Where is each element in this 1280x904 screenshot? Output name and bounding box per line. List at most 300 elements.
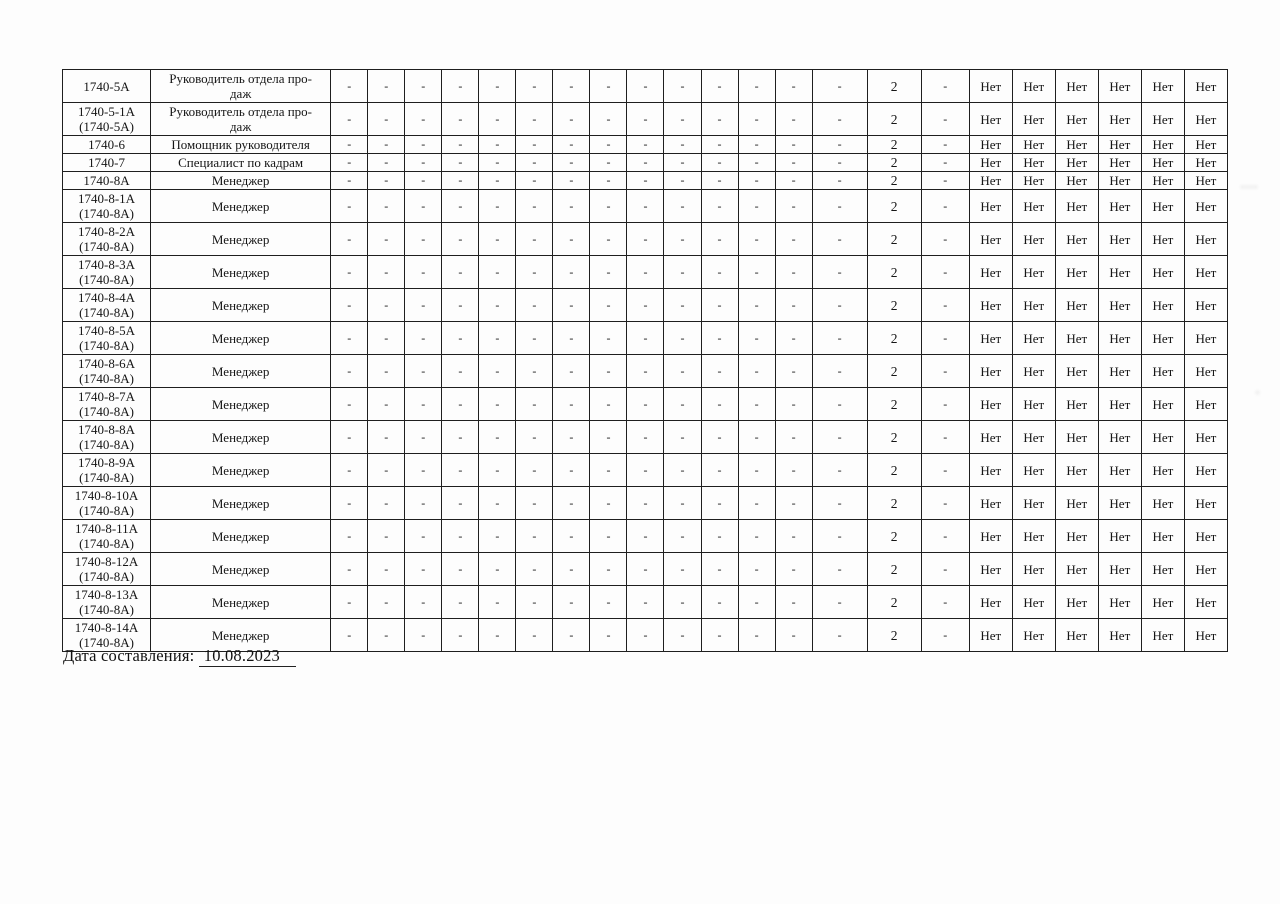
- dash-cell: -: [553, 421, 590, 454]
- dash-cell: -: [331, 70, 368, 103]
- dash-cell: -: [516, 322, 553, 355]
- table-row: [63, 289, 1228, 322]
- dash-cell: -: [775, 223, 812, 256]
- dash-cell: -: [738, 454, 775, 487]
- dash-cell: -: [516, 256, 553, 289]
- table-row: [63, 103, 1228, 136]
- dash-cell: -: [590, 322, 627, 355]
- table-row: [63, 322, 1228, 355]
- dash-cell: -: [331, 172, 368, 190]
- dash-cell: -: [775, 586, 812, 619]
- dash-cell: -: [812, 154, 867, 172]
- dash-cell: -: [442, 256, 479, 289]
- dash-cell: -: [664, 136, 701, 154]
- dash-cell: -: [701, 487, 738, 520]
- guarantee-cell: Нет: [1141, 70, 1184, 103]
- dash-cell: -: [738, 619, 775, 652]
- dash-cell: -: [812, 190, 867, 223]
- dash-cell: -: [405, 553, 442, 586]
- guarantee-cell: Нет: [1012, 487, 1055, 520]
- table-row: [63, 586, 1228, 619]
- dash-cell: -: [553, 553, 590, 586]
- guarantee-cell: Нет: [1141, 103, 1184, 136]
- dash-cell: -: [812, 355, 867, 388]
- dash-cell: -: [516, 487, 553, 520]
- dash-cell: -: [331, 136, 368, 154]
- code-cell: 1740-8-2A (1740-8A): [63, 223, 151, 256]
- dash-cell: -: [738, 520, 775, 553]
- dash-cell: -: [331, 256, 368, 289]
- dash-cell: -: [812, 172, 867, 190]
- dash-cell: -: [368, 454, 405, 487]
- guarantee-cell: Нет: [969, 190, 1012, 223]
- guarantee-cell: Нет: [969, 154, 1012, 172]
- guarantee-cell: Нет: [969, 355, 1012, 388]
- code-cell: 1740-8-7A (1740-8A): [63, 388, 151, 421]
- dash-cell: -: [812, 619, 867, 652]
- dash-cell: -: [442, 223, 479, 256]
- dash-cell: -: [368, 223, 405, 256]
- guarantee-cell: Нет: [1098, 289, 1141, 322]
- dash-cell: -: [368, 70, 405, 103]
- guarantee-cell: Нет: [1184, 136, 1227, 154]
- dash-cell: -: [738, 223, 775, 256]
- reduced-class-cell: -: [921, 454, 969, 487]
- dash-cell: -: [405, 172, 442, 190]
- dash-cell: -: [516, 388, 553, 421]
- guarantee-cell: Нет: [969, 388, 1012, 421]
- dash-cell: -: [775, 136, 812, 154]
- class-cell: 2: [867, 520, 921, 553]
- guarantee-cell: Нет: [969, 289, 1012, 322]
- position-cell: Менеджер: [151, 487, 331, 520]
- dash-cell: -: [701, 136, 738, 154]
- code-cell: 1740-8-14A (1740-8A): [63, 619, 151, 652]
- guarantee-cell: Нет: [1141, 553, 1184, 586]
- class-cell: 2: [867, 388, 921, 421]
- class-cell: 2: [867, 172, 921, 190]
- dash-cell: -: [738, 70, 775, 103]
- dash-cell: -: [368, 586, 405, 619]
- dash-cell: -: [368, 619, 405, 652]
- guarantee-cell: Нет: [969, 421, 1012, 454]
- dash-cell: -: [775, 322, 812, 355]
- dash-cell: -: [664, 154, 701, 172]
- position-cell: Менеджер: [151, 454, 331, 487]
- dash-cell: -: [405, 289, 442, 322]
- reduced-class-cell: -: [921, 172, 969, 190]
- guarantee-cell: Нет: [1184, 103, 1227, 136]
- dash-cell: -: [442, 154, 479, 172]
- table-row: [63, 190, 1228, 223]
- dash-cell: -: [775, 103, 812, 136]
- dash-cell: -: [664, 355, 701, 388]
- dash-cell: -: [331, 553, 368, 586]
- table-row: [63, 223, 1228, 256]
- guarantee-cell: Нет: [1141, 172, 1184, 190]
- dash-cell: -: [442, 520, 479, 553]
- dash-cell: -: [812, 520, 867, 553]
- guarantee-cell: Нет: [1012, 172, 1055, 190]
- dash-cell: -: [368, 520, 405, 553]
- dash-cell: -: [479, 322, 516, 355]
- dash-cell: -: [368, 103, 405, 136]
- dash-cell: -: [331, 223, 368, 256]
- guarantee-cell: Нет: [969, 619, 1012, 652]
- guarantee-cell: Нет: [969, 520, 1012, 553]
- dash-cell: -: [479, 553, 516, 586]
- guarantee-cell: Нет: [1184, 619, 1227, 652]
- dash-cell: -: [553, 487, 590, 520]
- position-cell: Менеджер: [151, 520, 331, 553]
- dash-cell: -: [590, 619, 627, 652]
- dash-cell: -: [775, 553, 812, 586]
- dash-cell: -: [738, 355, 775, 388]
- dash-cell: -: [664, 223, 701, 256]
- guarantee-cell: Нет: [1012, 256, 1055, 289]
- date-line: [63, 646, 296, 666]
- dash-cell: -: [331, 190, 368, 223]
- dash-cell: -: [331, 103, 368, 136]
- dash-cell: -: [664, 520, 701, 553]
- dash-cell: -: [442, 454, 479, 487]
- guarantee-cell: Нет: [1141, 154, 1184, 172]
- dash-cell: -: [590, 586, 627, 619]
- dash-cell: -: [368, 487, 405, 520]
- position-cell: Менеджер: [151, 172, 331, 190]
- dash-cell: -: [405, 154, 442, 172]
- reduced-class-cell: -: [921, 256, 969, 289]
- dash-cell: -: [812, 223, 867, 256]
- guarantee-cell: Нет: [1098, 355, 1141, 388]
- class-cell: 2: [867, 322, 921, 355]
- guarantee-cell: Нет: [1012, 520, 1055, 553]
- dash-cell: -: [516, 619, 553, 652]
- dash-cell: -: [627, 520, 664, 553]
- dash-cell: -: [516, 289, 553, 322]
- dash-cell: -: [701, 619, 738, 652]
- dash-cell: -: [701, 388, 738, 421]
- dash-cell: -: [553, 388, 590, 421]
- dash-cell: -: [664, 388, 701, 421]
- dash-cell: -: [553, 172, 590, 190]
- guarantee-cell: Нет: [1098, 487, 1141, 520]
- guarantee-cell: Нет: [1184, 172, 1227, 190]
- dash-cell: -: [738, 136, 775, 154]
- dash-cell: -: [775, 70, 812, 103]
- guarantee-cell: Нет: [1141, 355, 1184, 388]
- dash-cell: -: [516, 223, 553, 256]
- guarantee-cell: Нет: [1012, 136, 1055, 154]
- dash-cell: -: [479, 421, 516, 454]
- position-cell: Менеджер: [151, 289, 331, 322]
- dash-cell: -: [405, 103, 442, 136]
- dash-cell: -: [812, 256, 867, 289]
- dash-cell: -: [405, 619, 442, 652]
- guarantee-cell: Нет: [1141, 421, 1184, 454]
- dash-cell: -: [516, 154, 553, 172]
- dash-cell: -: [331, 619, 368, 652]
- guarantee-cell: Нет: [969, 256, 1012, 289]
- dash-cell: -: [442, 103, 479, 136]
- dash-cell: -: [701, 553, 738, 586]
- dash-cell: -: [627, 454, 664, 487]
- dash-cell: -: [775, 421, 812, 454]
- guarantee-cell: Нет: [1184, 322, 1227, 355]
- guarantee-cell: Нет: [1055, 355, 1098, 388]
- dash-cell: -: [479, 619, 516, 652]
- dash-cell: -: [479, 586, 516, 619]
- dash-cell: -: [590, 154, 627, 172]
- guarantee-cell: Нет: [1055, 421, 1098, 454]
- dash-cell: -: [553, 454, 590, 487]
- dash-cell: -: [442, 553, 479, 586]
- guarantee-cell: Нет: [1098, 421, 1141, 454]
- dash-cell: -: [812, 553, 867, 586]
- class-cell: 2: [867, 136, 921, 154]
- dash-cell: -: [405, 355, 442, 388]
- reduced-class-cell: -: [921, 553, 969, 586]
- guarantee-cell: Нет: [1141, 487, 1184, 520]
- dash-cell: -: [405, 190, 442, 223]
- dash-cell: -: [516, 70, 553, 103]
- dash-cell: -: [331, 421, 368, 454]
- guarantee-cell: Нет: [1098, 586, 1141, 619]
- dash-cell: -: [553, 136, 590, 154]
- dash-cell: -: [516, 355, 553, 388]
- table-row: [63, 355, 1228, 388]
- dash-cell: -: [627, 586, 664, 619]
- dash-cell: -: [479, 289, 516, 322]
- dash-cell: -: [664, 322, 701, 355]
- guarantee-cell: Нет: [1141, 223, 1184, 256]
- dash-cell: -: [405, 223, 442, 256]
- dash-cell: -: [627, 421, 664, 454]
- guarantee-cell: Нет: [1184, 190, 1227, 223]
- guarantee-cell: Нет: [969, 454, 1012, 487]
- dash-cell: -: [775, 619, 812, 652]
- reduced-class-cell: -: [921, 421, 969, 454]
- guarantee-cell: Нет: [1012, 586, 1055, 619]
- dash-cell: -: [627, 70, 664, 103]
- dash-cell: -: [627, 388, 664, 421]
- class-cell: 2: [867, 454, 921, 487]
- dash-cell: -: [627, 289, 664, 322]
- dash-cell: -: [590, 553, 627, 586]
- position-cell: Менеджер: [151, 619, 331, 652]
- guarantee-cell: Нет: [1055, 154, 1098, 172]
- class-cell: 2: [867, 289, 921, 322]
- dash-cell: -: [775, 256, 812, 289]
- dash-cell: -: [405, 520, 442, 553]
- dash-cell: -: [701, 70, 738, 103]
- dash-cell: -: [664, 454, 701, 487]
- dash-cell: -: [479, 487, 516, 520]
- dash-cell: -: [368, 553, 405, 586]
- reduced-class-cell: -: [921, 289, 969, 322]
- dash-cell: -: [664, 421, 701, 454]
- dash-cell: -: [331, 487, 368, 520]
- guarantee-cell: Нет: [1055, 553, 1098, 586]
- dash-cell: -: [701, 355, 738, 388]
- dash-cell: -: [775, 487, 812, 520]
- dash-cell: -: [775, 289, 812, 322]
- dash-cell: -: [812, 289, 867, 322]
- table-row: [63, 421, 1228, 454]
- dash-cell: -: [590, 256, 627, 289]
- table-row: [63, 172, 1228, 190]
- guarantee-cell: Нет: [1055, 256, 1098, 289]
- guarantee-cell: Нет: [1012, 355, 1055, 388]
- dash-cell: -: [368, 154, 405, 172]
- dash-cell: -: [516, 172, 553, 190]
- class-cell: 2: [867, 223, 921, 256]
- class-cell: 2: [867, 487, 921, 520]
- guarantee-cell: Нет: [969, 103, 1012, 136]
- table-row: [63, 136, 1228, 154]
- dash-cell: -: [775, 454, 812, 487]
- dash-cell: -: [701, 289, 738, 322]
- dash-cell: -: [405, 586, 442, 619]
- table-row: [63, 520, 1228, 553]
- guarantee-cell: Нет: [1141, 520, 1184, 553]
- dash-cell: -: [479, 223, 516, 256]
- guarantee-cell: Нет: [1184, 421, 1227, 454]
- guarantee-cell: Нет: [1098, 322, 1141, 355]
- guarantee-cell: Нет: [1055, 103, 1098, 136]
- dash-cell: -: [738, 190, 775, 223]
- reduced-class-cell: -: [921, 223, 969, 256]
- class-cell: 2: [867, 421, 921, 454]
- dash-cell: -: [553, 355, 590, 388]
- dash-cell: -: [664, 190, 701, 223]
- dash-cell: -: [368, 388, 405, 421]
- dash-cell: -: [331, 586, 368, 619]
- dash-cell: -: [664, 553, 701, 586]
- guarantee-cell: Нет: [1098, 619, 1141, 652]
- dash-cell: -: [405, 322, 442, 355]
- dash-cell: -: [664, 289, 701, 322]
- guarantee-cell: Нет: [1184, 520, 1227, 553]
- dash-cell: -: [590, 355, 627, 388]
- guarantee-cell: Нет: [1141, 454, 1184, 487]
- guarantee-cell: Нет: [1184, 154, 1227, 172]
- dash-cell: -: [701, 154, 738, 172]
- dash-cell: -: [738, 388, 775, 421]
- dash-cell: -: [701, 454, 738, 487]
- dash-cell: -: [738, 586, 775, 619]
- dash-cell: -: [627, 136, 664, 154]
- dash-cell: -: [701, 256, 738, 289]
- class-cell: 2: [867, 553, 921, 586]
- dash-cell: -: [479, 355, 516, 388]
- position-cell: Менеджер: [151, 586, 331, 619]
- dash-cell: -: [516, 586, 553, 619]
- dash-cell: -: [590, 223, 627, 256]
- dash-cell: -: [368, 190, 405, 223]
- dash-cell: -: [738, 322, 775, 355]
- dash-cell: -: [701, 223, 738, 256]
- dash-cell: -: [738, 421, 775, 454]
- dash-cell: -: [442, 619, 479, 652]
- guarantee-cell: Нет: [1055, 70, 1098, 103]
- dash-cell: -: [368, 322, 405, 355]
- dash-cell: -: [368, 136, 405, 154]
- guarantee-cell: Нет: [1012, 388, 1055, 421]
- dash-cell: -: [479, 136, 516, 154]
- reduced-class-cell: -: [921, 190, 969, 223]
- guarantee-cell: Нет: [1098, 70, 1141, 103]
- dash-cell: -: [331, 355, 368, 388]
- guarantee-cell: Нет: [1098, 388, 1141, 421]
- guarantee-cell: Нет: [1184, 487, 1227, 520]
- dash-cell: -: [442, 322, 479, 355]
- dash-cell: -: [442, 190, 479, 223]
- dash-cell: -: [516, 520, 553, 553]
- dash-cell: -: [701, 520, 738, 553]
- dash-cell: -: [479, 388, 516, 421]
- dash-cell: -: [627, 256, 664, 289]
- dash-cell: -: [590, 172, 627, 190]
- guarantee-cell: Нет: [1184, 70, 1227, 103]
- dash-cell: -: [442, 487, 479, 520]
- dash-cell: -: [590, 487, 627, 520]
- table-row: [63, 154, 1228, 172]
- position-cell: Менеджер: [151, 190, 331, 223]
- guarantee-cell: Нет: [969, 136, 1012, 154]
- dash-cell: -: [553, 223, 590, 256]
- reduced-class-cell: -: [921, 355, 969, 388]
- dash-cell: -: [553, 256, 590, 289]
- dash-cell: -: [775, 154, 812, 172]
- position-cell: Менеджер: [151, 388, 331, 421]
- dash-cell: -: [775, 520, 812, 553]
- dash-cell: -: [627, 487, 664, 520]
- guarantee-cell: Нет: [1012, 190, 1055, 223]
- guarantee-cell: Нет: [1098, 256, 1141, 289]
- dash-cell: -: [553, 322, 590, 355]
- workplaces-table: [62, 69, 1228, 652]
- guarantee-cell: Нет: [1012, 223, 1055, 256]
- code-cell: 1740-8-1A (1740-8A): [63, 190, 151, 223]
- dash-cell: -: [590, 103, 627, 136]
- guarantee-cell: Нет: [1098, 553, 1141, 586]
- dash-cell: -: [368, 355, 405, 388]
- dash-cell: -: [553, 70, 590, 103]
- guarantee-cell: Нет: [1184, 388, 1227, 421]
- dash-cell: -: [627, 619, 664, 652]
- dash-cell: -: [516, 454, 553, 487]
- guarantee-cell: Нет: [969, 322, 1012, 355]
- guarantee-cell: Нет: [1055, 487, 1098, 520]
- guarantee-cell: Нет: [1098, 454, 1141, 487]
- dash-cell: -: [368, 256, 405, 289]
- guarantee-cell: Нет: [1098, 103, 1141, 136]
- dash-cell: -: [812, 586, 867, 619]
- class-cell: 2: [867, 70, 921, 103]
- dash-cell: -: [627, 322, 664, 355]
- position-cell: Менеджер: [151, 223, 331, 256]
- guarantee-cell: Нет: [1184, 454, 1227, 487]
- dash-cell: -: [553, 586, 590, 619]
- code-cell: 1740-8-10A (1740-8A): [63, 487, 151, 520]
- dash-cell: -: [479, 190, 516, 223]
- dash-cell: -: [664, 70, 701, 103]
- code-cell: 1740-8-3A (1740-8A): [63, 256, 151, 289]
- guarantee-cell: Нет: [969, 172, 1012, 190]
- dash-cell: -: [812, 421, 867, 454]
- dash-cell: -: [516, 136, 553, 154]
